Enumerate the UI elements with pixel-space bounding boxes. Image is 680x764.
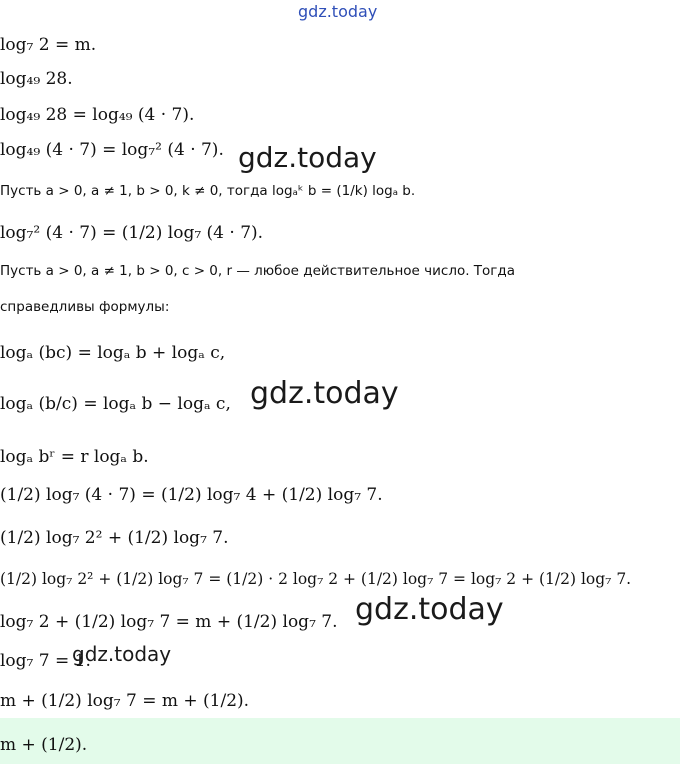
- watermark-2: gdz.today: [250, 376, 399, 411]
- watermark-top: gdz.today: [298, 2, 378, 21]
- math-line-17: m + (1/2) log₇ 7 = m + (1/2).: [0, 691, 250, 711]
- text-line-7: Пусть a > 0, a ≠ 1, b > 0, c > 0, r — любое действительное число. Тогда: [0, 263, 515, 279]
- math-line-5: Пусть a > 0, a ≠ 1, b > 0, k ≠ 0, тогда logₐᵏ b = (1/k) logₐ b.: [0, 183, 416, 199]
- math-line-6: log₇² (4 · 7) = (1/2) log₇ (4 · 7).: [0, 223, 264, 243]
- math-line-10: logₐ (b/c) = logₐ b − logₐ c,: [0, 394, 231, 414]
- math-line-16: log₇ 7 = 1.: [0, 651, 91, 671]
- math-line-2: log₄₉ 28.: [0, 69, 73, 89]
- watermark-3: gdz.today: [355, 592, 504, 627]
- math-line-15: log₇ 2 + (1/2) log₇ 7 = m + (1/2) log₇ 7.: [0, 612, 338, 632]
- watermark-1: gdz.today: [238, 141, 377, 174]
- text-line-8: справедливы формулы:: [0, 299, 170, 315]
- math-line-3: log₄₉ 28 = log₄₉ (4 · 7).: [0, 105, 195, 125]
- math-line-9: logₐ (bc) = logₐ b + logₐ c,: [0, 343, 226, 363]
- math-line-12: (1/2) log₇ (4 · 7) = (1/2) log₇ 4 + (1/2) log₇ 7.: [0, 485, 383, 505]
- math-line-13: (1/2) log₇ 2² + (1/2) log₇ 7.: [0, 528, 229, 548]
- watermark-4: gdz.today: [72, 642, 172, 666]
- math-line-14: (1/2) log₇ 2² + (1/2) log₇ 7 = (1/2) · 2 log₇ 2 + (1/2) log₇ 7 = log₇ 2 + (1/2) log₇ 7.: [0, 570, 632, 588]
- math-line-11: logₐ bʳ = r logₐ b.: [0, 447, 149, 467]
- answer-highlight: [0, 718, 680, 764]
- math-line-1: log₇ 2 = m.: [0, 35, 97, 55]
- math-line-4: log₄₉ (4 · 7) = log₇² (4 · 7).: [0, 140, 224, 160]
- answer-line: m + (1/2).: [0, 735, 88, 755]
